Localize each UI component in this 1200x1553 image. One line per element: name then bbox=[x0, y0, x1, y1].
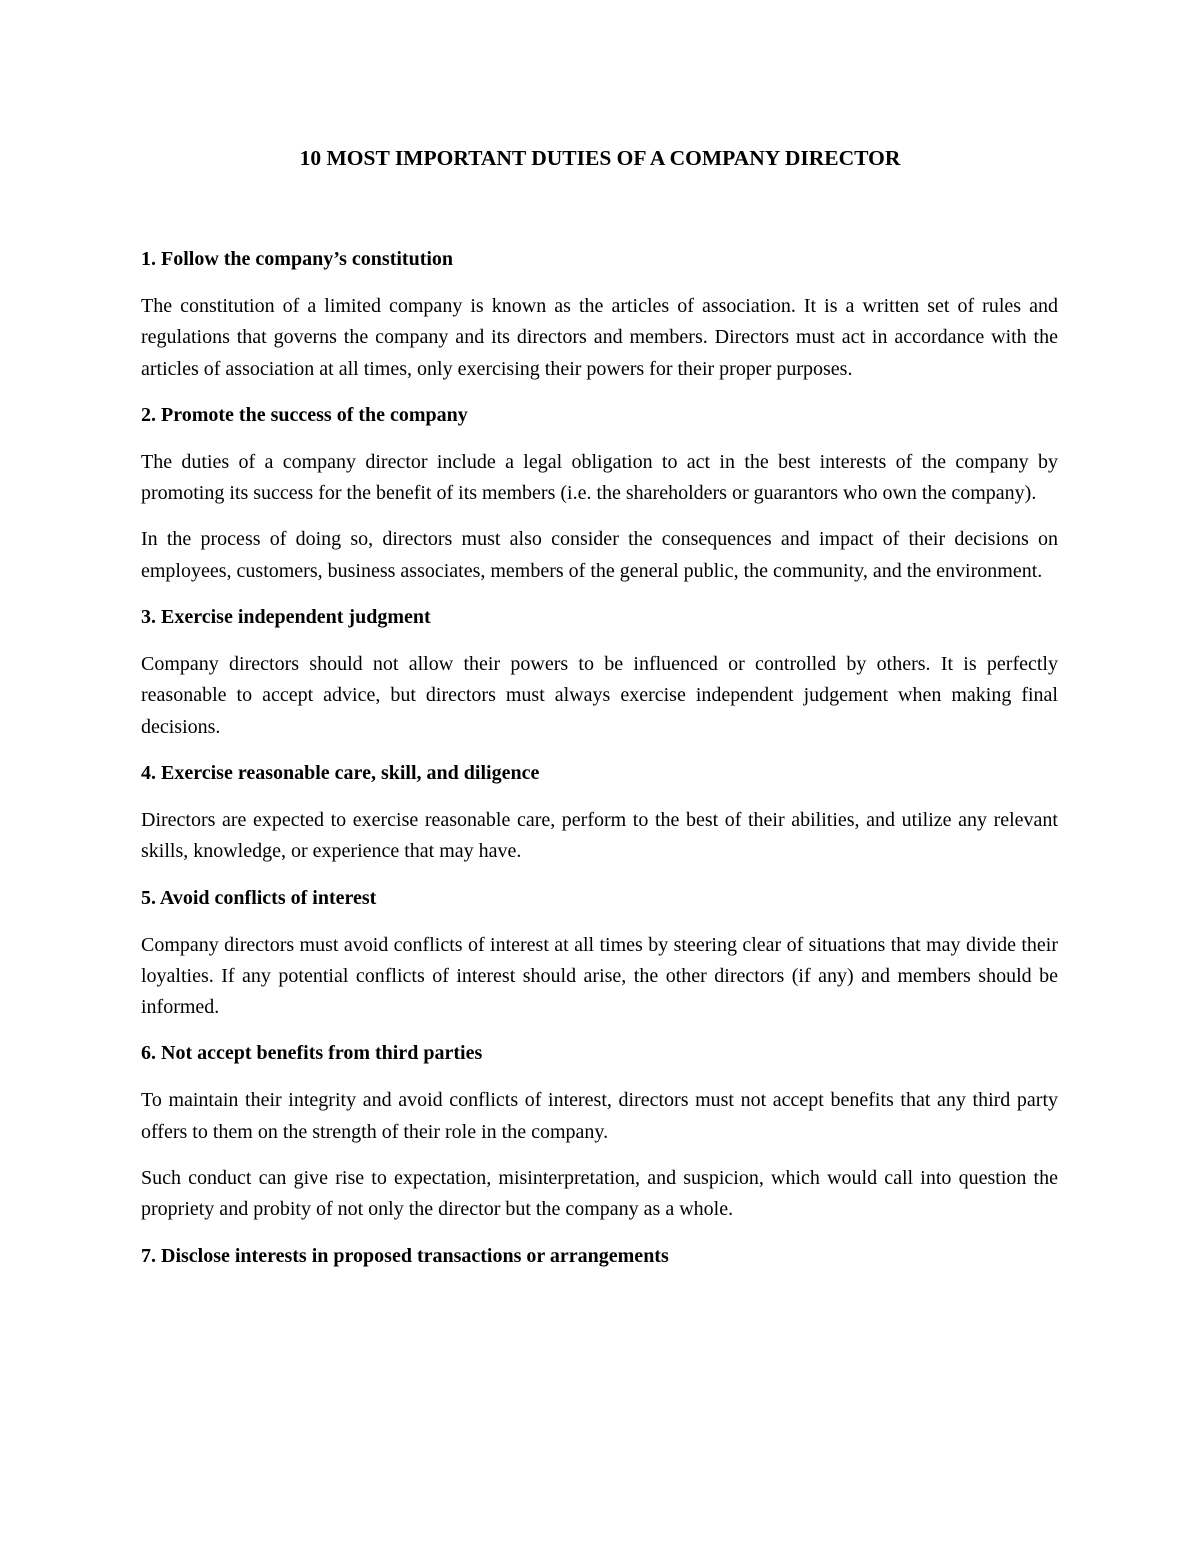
section-paragraph: Directors are expected to exercise reasonable care, perform to the best of their abilities, and utilize any relevant skills, knowledge, or experience that may have. bbox=[141, 808, 1058, 863]
section-1 bbox=[141, 244, 1058, 385]
section-heading: 6. Not accept benefits from third parties bbox=[141, 1042, 483, 1065]
section-2 bbox=[141, 400, 1058, 587]
document-body bbox=[141, 244, 1058, 1288]
section-heading: 5. Avoid conflicts of interest bbox=[141, 886, 377, 909]
section-paragraph: To maintain their integrity and avoid conflicts of interest, directors must not accept benefits that any third party offers to them on the strength of their role in the company. bbox=[141, 1089, 1058, 1143]
section-paragraph: In the process of doing so, directors must also consider the consequences and impact of their decisions on employees, customers, business associates, members of the general public, the community, and the environment. bbox=[141, 528, 1058, 582]
section-paragraph: Company directors should not allow their powers to be influenced or controlled by others. It is perfectly reasonable to accept advice, but directors must always exercise independent judgement when making final decisions. bbox=[141, 653, 1058, 738]
section-5 bbox=[141, 883, 1058, 1024]
section-heading: 2. Promote the success of the company bbox=[141, 403, 468, 426]
section-6 bbox=[141, 1038, 1058, 1225]
section-heading: 7. Disclose interests in proposed transactions or arrangements bbox=[141, 1244, 669, 1267]
page-title: 10 MOST IMPORTANT DUTIES OF A COMPANY DIRECTOR bbox=[299, 146, 901, 170]
section-heading: 1. Follow the company’s constitution bbox=[141, 248, 454, 270]
section-paragraph: Company directors must avoid conflicts of interest at all times by steering clear of situations that may divide their loyalties. If any potential conflicts of interest should arise, the other directors (if any) and members should be informed. bbox=[141, 933, 1058, 1019]
section-paragraph: Such conduct can give rise to expectation, misinterpretation, and suspicion, which would call into question the propriety and probity of not only the director but the company as a whole. bbox=[141, 1167, 1058, 1221]
section-4 bbox=[141, 758, 1058, 868]
section-3 bbox=[141, 602, 1058, 743]
section-7 bbox=[141, 1241, 1058, 1272]
section-heading: 3. Exercise independent judgment bbox=[141, 606, 431, 629]
section-heading: 4. Exercise reasonable care, skill, and diligence bbox=[141, 761, 540, 784]
section-paragraph: The constitution of a limited company is known as the articles of association. It is a written set of rules and regulations that governs the company and its directors and members. Directors must act in accordance with the articles of association at all times, only exercising their powers for their proper purposes. bbox=[141, 295, 1058, 380]
section-paragraph: The duties of a company director include a legal obligation to act in the best interests of the company by promoting its success for the benefit of its members (i.e. the shareholders or guarantors who own the company). bbox=[141, 450, 1058, 505]
